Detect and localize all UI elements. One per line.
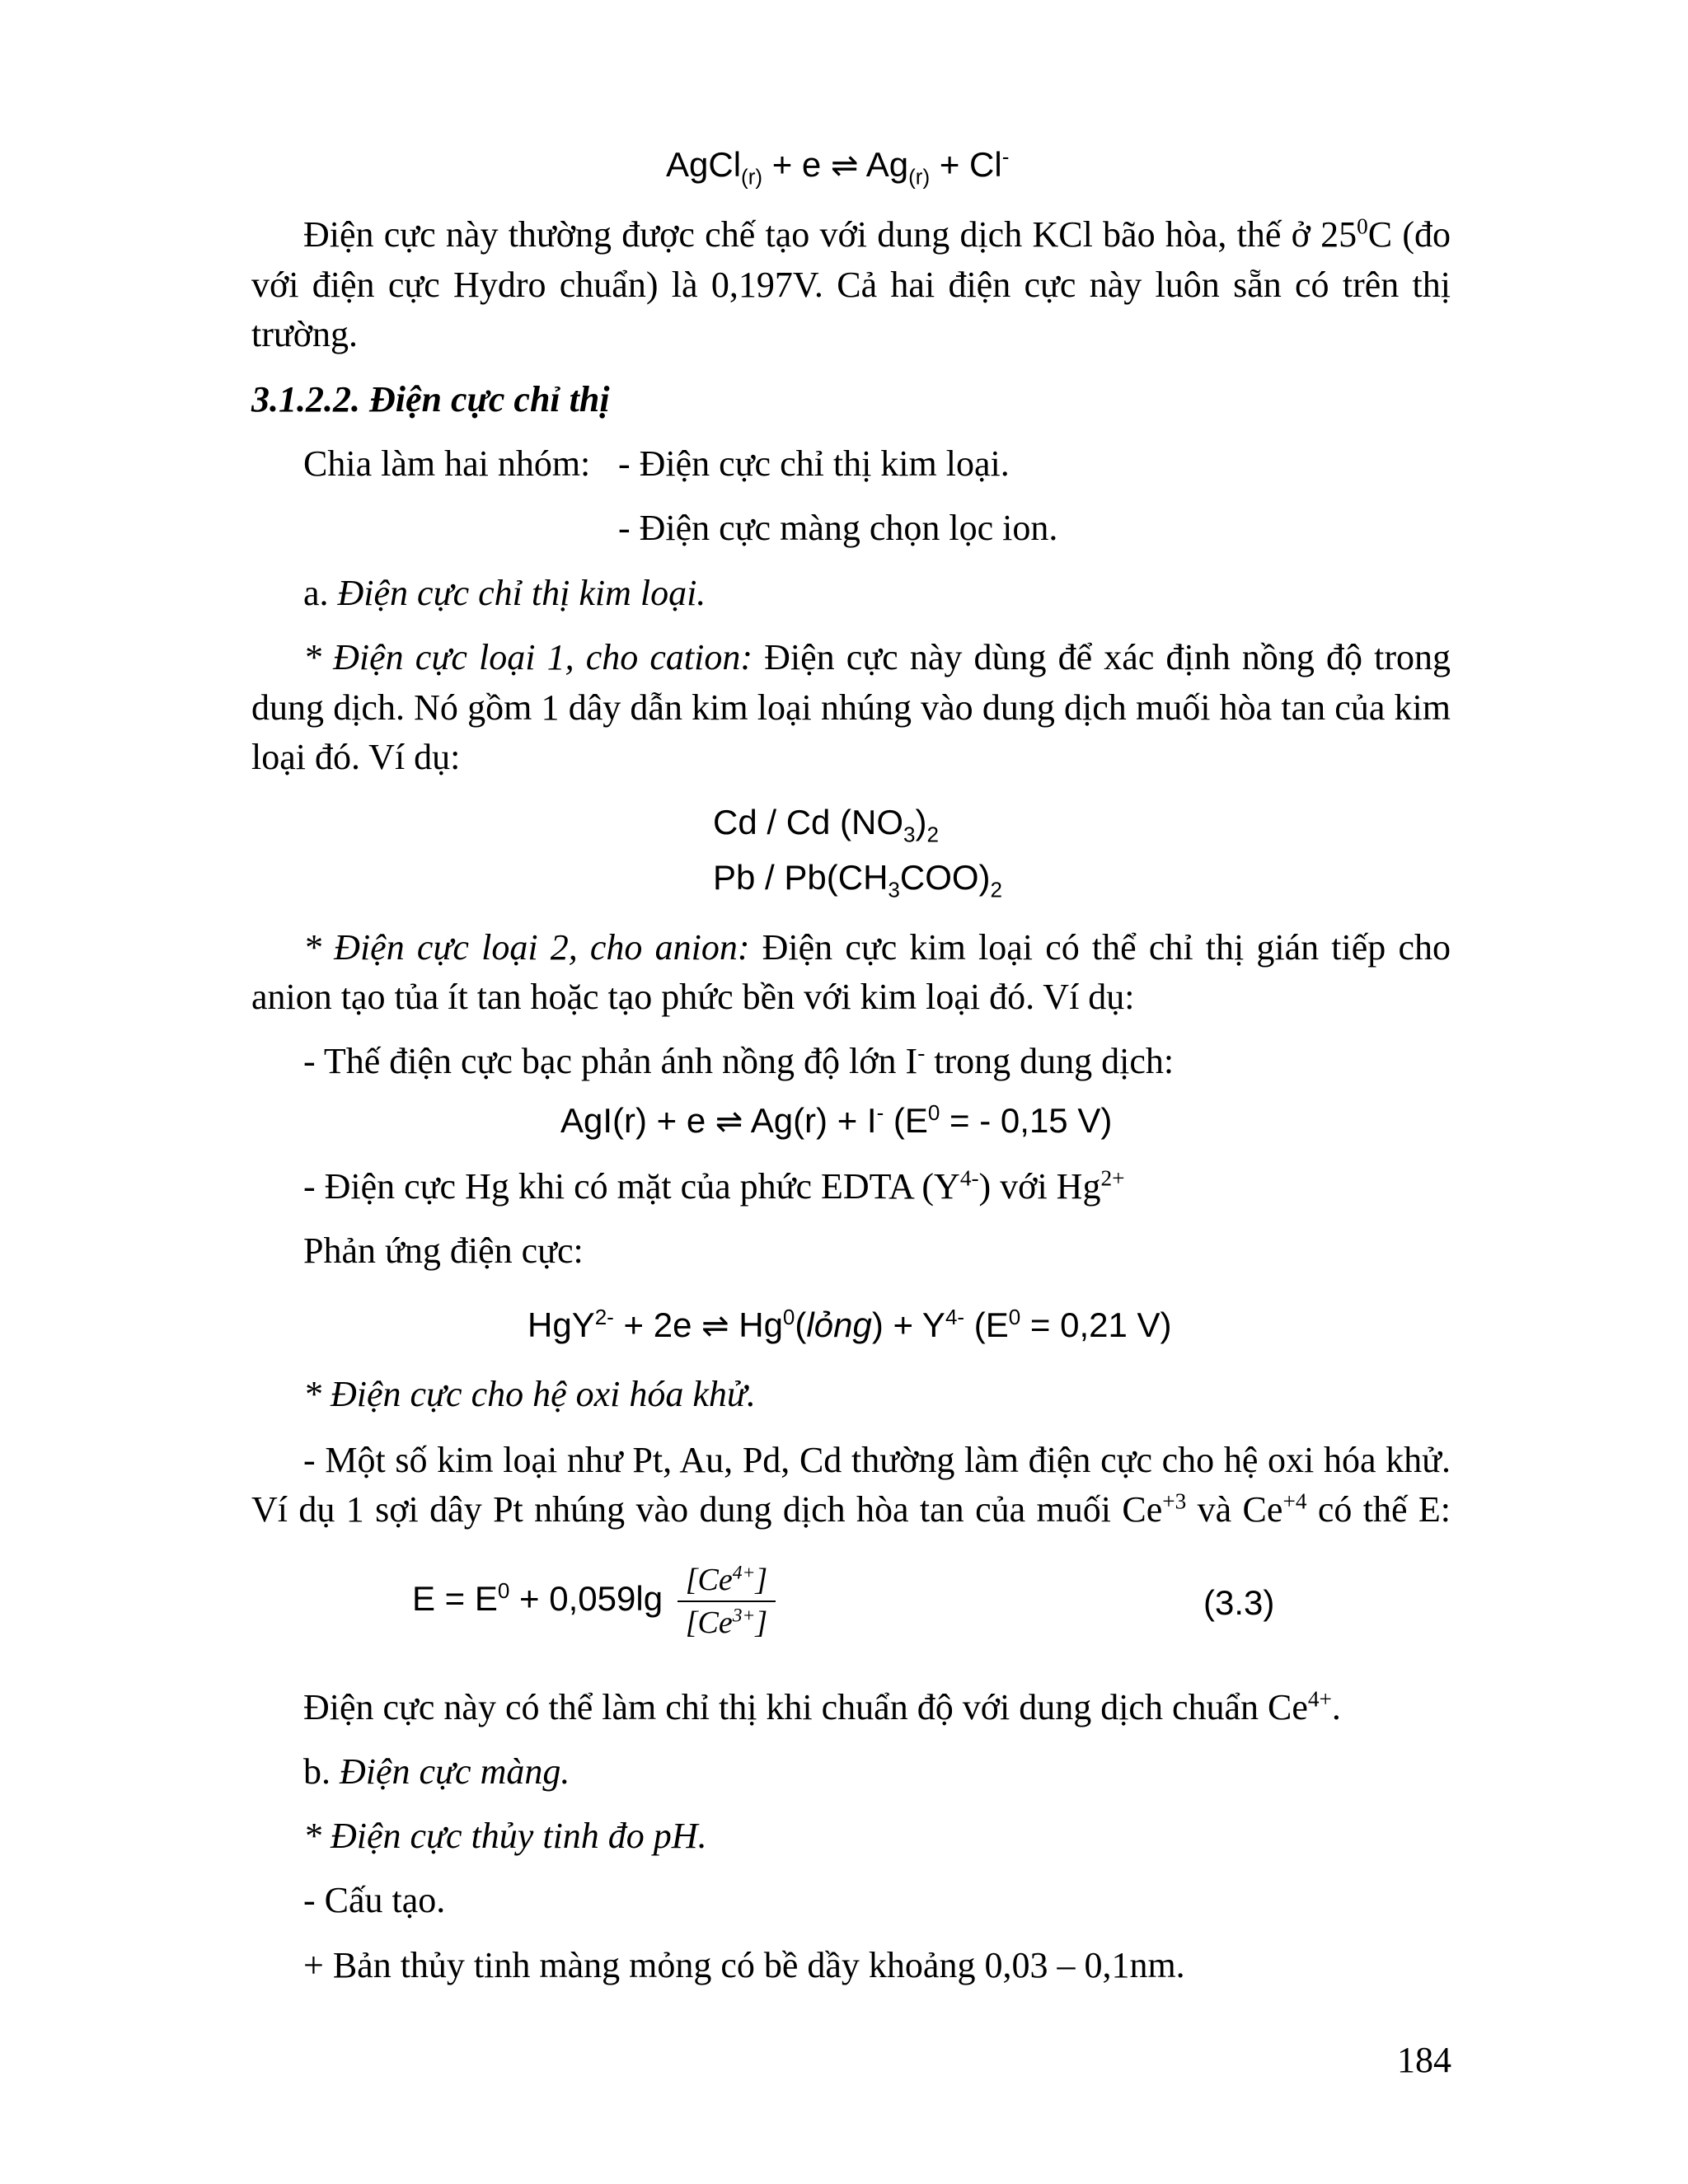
paragraph-line: Điện cực này có thể làm chỉ thị khi chuẩn độ với dung dịch chuẩn $Ce^{4+}$. xyxy=(303,1686,1341,1727)
paragraph-line: trường. xyxy=(251,314,358,354)
subsection-heading: a. Điện cực chỉ thị kim loại. xyxy=(303,573,706,613)
example-cd: Cd / Cd $(NO_3)_2$ xyxy=(713,803,940,847)
groups-intro: Chia làm hai nhóm: xyxy=(303,443,591,484)
paragraph-line: * Điện cực loại 2, cho anion: Điện cực kim loại có thể chỉ thị gián tiếp cho xyxy=(303,927,1451,968)
paragraph-line: - Một số kim loại như Pt, Au, Pd, Cd thường làm điện cực cho hệ oxi hóa khử. xyxy=(303,1440,1451,1480)
subsection-label: * Điện cực cho hệ oxi hóa khử. xyxy=(303,1374,756,1414)
equation-agi: AgI(r) + e ⇌ Ag(r) + I- ($E^0$ = - 0,15 V) xyxy=(560,1100,1113,1140)
paragraph-line: loại đó. Ví dụ: xyxy=(251,737,461,777)
paragraph-line: Ví dụ 1 sợi dây Pt nhúng vào dung dịch hòa tan của muối $Ce^{+3}$ và $Ce^{+4}$ có thế E: xyxy=(251,1488,1451,1530)
paragraph-line: + Bản thủy tinh màng mỏng có bề dầy khoảng 0,03 – 0,1nm. xyxy=(303,1945,1185,1985)
paragraph-line: - Điện cực Hg khi có mặt của phức EDTA $(Y^{4-})$ với $Hg^{2+}$ xyxy=(303,1165,1125,1207)
fraction: $\frac{[Ce^{4+}]}{[Ce^{3+}]}$ xyxy=(678,1559,776,1643)
equation-agcl: AgCl$_{(r)}$ + e ⇌ $Ag_{(r)} + Cl^-$ xyxy=(666,144,1010,190)
equation-number: (3.3) xyxy=(1203,1583,1275,1622)
paragraph-line: - Thế điện cực bạc phản ánh nồng độ lớn I- trong dung dịch: xyxy=(303,1040,1175,1081)
paragraph-line: - Cấu tạo. xyxy=(303,1880,446,1920)
paragraph-line: với điện cực Hydro chuẩn) là 0,197V. Cả hai điện cực này luôn sẵn có trên thị xyxy=(251,265,1451,305)
equation-hgy: HgY$^{2-}$ + 2e ⇌ $Hg^0(lỏng) + Y^{4-}$ ($E^0 = 0,21$ V) xyxy=(528,1305,1172,1344)
paragraph-line: Phản ứng điện cực: xyxy=(303,1230,584,1271)
paragraph-line: * Điện cực loại 1, cho cation: Điện cực này dùng để xác định nồng độ trong xyxy=(303,637,1451,677)
group-item: - Điện cực màng chọn lọc ion. xyxy=(618,508,1058,548)
section-heading: 3.1.2.2. Điện cực chỉ thị xyxy=(251,379,610,419)
paragraph-line: Điện cực này thường được chế tạo với dung dịch KCl bão hòa, thế ở $25^0C$ (đo xyxy=(303,213,1451,255)
page-number: 184 xyxy=(1397,2040,1451,2080)
example-pb: Pb / $Pb(CH_3COO)_2$ xyxy=(713,858,1003,902)
group-item: - Điện cực chỉ thị kim loại. xyxy=(618,443,1010,484)
paragraph-line: anion tạo tủa ít tan hoặc tạo phức bền với kim loại đó. Ví dụ: xyxy=(251,977,1135,1017)
subsection-label: * Điện cực thủy tinh đo pH. xyxy=(303,1816,707,1856)
paragraph-line: dung dịch. Nó gồm 1 dây dẫn kim loại nhúng vào dung dịch muối hòa tan của kim xyxy=(251,687,1451,728)
equation-nernst: $E = E^0 + 0,059\lg$ $\frac{[Ce^{4+}]}{[Ce^{3+}]}$ xyxy=(412,1558,776,1643)
subsection-heading: b. Điện cực màng. xyxy=(303,1751,570,1792)
